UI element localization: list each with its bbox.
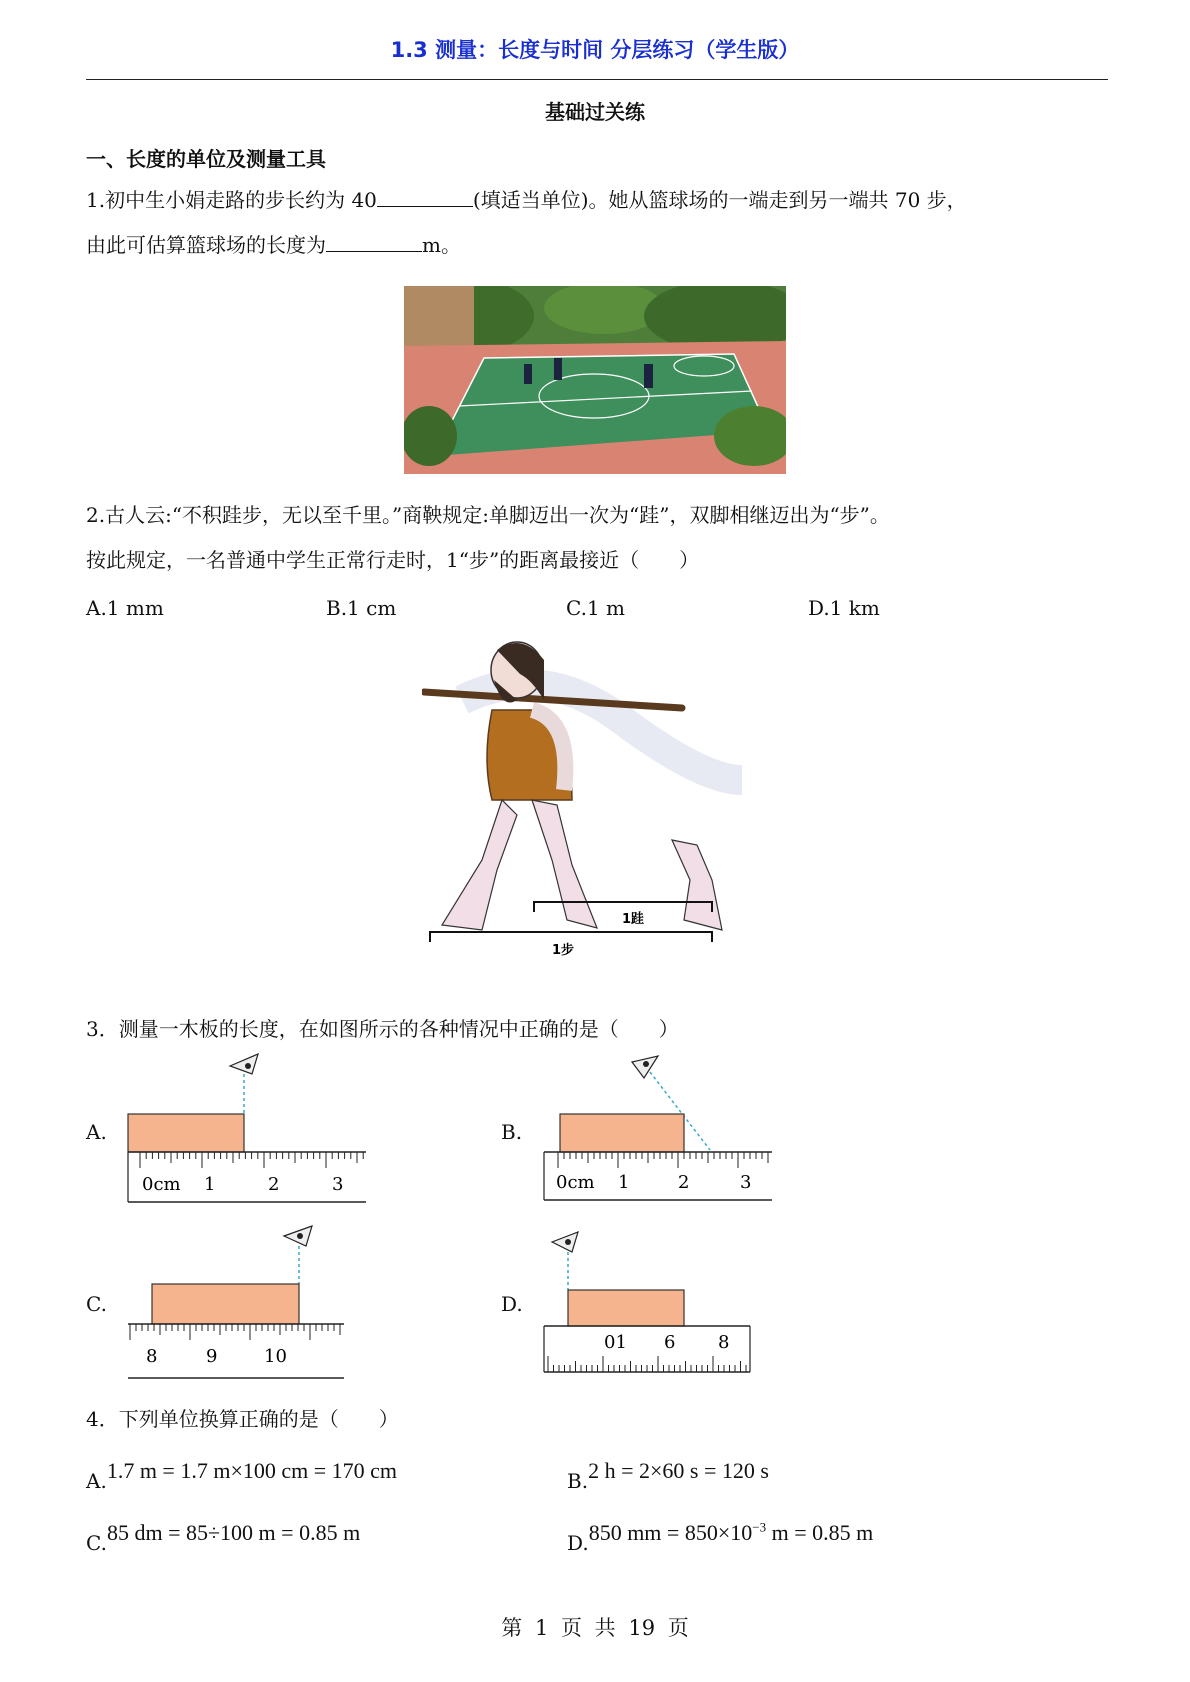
ruler-option-a-label[interactable]: A. xyxy=(86,1120,107,1144)
ruler-figure-b xyxy=(540,1052,780,1208)
q4-option-a-formula: 1.7 m = 1.7 m×100 cm = 170 cm xyxy=(106,1458,398,1483)
question-2 xyxy=(86,493,1116,583)
section-title: 基础过关练 xyxy=(545,100,645,124)
ruler-a-label-0: 0cm xyxy=(142,1174,181,1195)
q4-option-c-label: C. xyxy=(86,1531,107,1555)
question-1-line-2: 由此可估算篮球场的长度为 m。 xyxy=(86,233,461,257)
question-2-line-2: 按此规定，一名普通中学生正常行走时，1“步”的距离最接近（ ） xyxy=(86,548,700,572)
question-3: 3．测量一木板的长度，在如图所示的各种情况中正确的是（ ） xyxy=(86,1017,679,1041)
ruler-a-label-3: 3 xyxy=(332,1174,344,1195)
kui-label: 1跬 xyxy=(622,912,645,927)
question-2-line-1: 2.古人云:“不积跬步，无以至千里。”商鞅规定:单脚迈出一次为“跬”，双脚相继迈出为“步”。 xyxy=(86,503,890,527)
option-a[interactable]: A.1 mm xyxy=(86,596,164,620)
ruler-option-b-label[interactable]: B. xyxy=(501,1120,523,1144)
ruler-b-label-2: 2 xyxy=(678,1172,690,1193)
q4-option-c-formula: 85 dm = 85÷100 m = 0.85 m xyxy=(106,1520,361,1545)
ruler-b-label-1: 1 xyxy=(618,1172,630,1193)
eye-icon xyxy=(284,1226,312,1246)
bu-label: 1步 xyxy=(552,943,575,958)
q4-option-b-label: B. xyxy=(567,1469,589,1493)
ruler-option-c-label[interactable]: C. xyxy=(86,1292,107,1316)
ruler-c-label-10: 10 xyxy=(264,1346,287,1367)
q4-option-b[interactable] xyxy=(567,1458,769,1493)
ruler-c-label-8: 8 xyxy=(146,1346,158,1367)
ruler-d-label-8: 8 xyxy=(718,1332,730,1353)
header-divider xyxy=(86,79,1108,80)
ruler-b-label-3: 3 xyxy=(740,1172,752,1193)
answer-blank[interactable] xyxy=(377,186,473,207)
option-b[interactable]: B.1 cm xyxy=(326,596,397,620)
page-number-footer: 第 1 页 共 19 页 xyxy=(501,1616,689,1640)
q4-option-c[interactable] xyxy=(86,1520,361,1555)
eye-icon xyxy=(230,1054,258,1074)
ruler-a-label-2: 2 xyxy=(268,1174,280,1195)
question-1-line-1: 1.初中生小娟走路的步长约为 40 (填适当单位)。她从篮球场的一端走到另一端共 70 步， xyxy=(86,188,967,212)
ruler-option-d-label[interactable]: D. xyxy=(501,1292,523,1316)
part-title: 一、长度的单位及测量工具 xyxy=(86,147,326,171)
eye-icon xyxy=(552,1232,578,1252)
ruler-d-label-6: 6 xyxy=(664,1332,676,1353)
q4-option-b-formula: 2 h = 2×60 s = 120 s xyxy=(588,1458,769,1483)
ruler-b-label-0: 0cm xyxy=(556,1172,595,1193)
ruler-a-label-1: 1 xyxy=(204,1174,216,1195)
q4-option-d-label: D. xyxy=(567,1531,589,1556)
q4-option-d[interactable] xyxy=(567,1520,874,1556)
question-1 xyxy=(86,178,1116,268)
q4-option-a[interactable] xyxy=(86,1458,398,1493)
ruler-c-label-9: 9 xyxy=(206,1346,218,1367)
ruler-figure-a xyxy=(126,1052,376,1208)
ruler-figure-c xyxy=(126,1222,356,1382)
answer-blank[interactable] xyxy=(326,231,422,252)
q4-option-a-label: A. xyxy=(86,1469,107,1493)
option-d[interactable]: D.1 km xyxy=(808,596,880,620)
document-title: 1.3 测量：长度与时间 分层练习（学生版） xyxy=(390,38,800,62)
walking-man-illustration xyxy=(422,640,770,996)
eye-icon xyxy=(632,1056,658,1078)
ruler-d-label-0: 01 xyxy=(604,1332,627,1353)
ruler-figure-d xyxy=(540,1222,780,1382)
q4-option-d-formula: 850 mm = $850\times 10^{-3}$ m = 0.85 m xyxy=(588,1520,874,1546)
question-4: 4．下列单位换算正确的是（ ） xyxy=(86,1407,399,1431)
basketball-court-image xyxy=(404,286,786,474)
option-c[interactable]: C.1 m xyxy=(566,596,625,620)
